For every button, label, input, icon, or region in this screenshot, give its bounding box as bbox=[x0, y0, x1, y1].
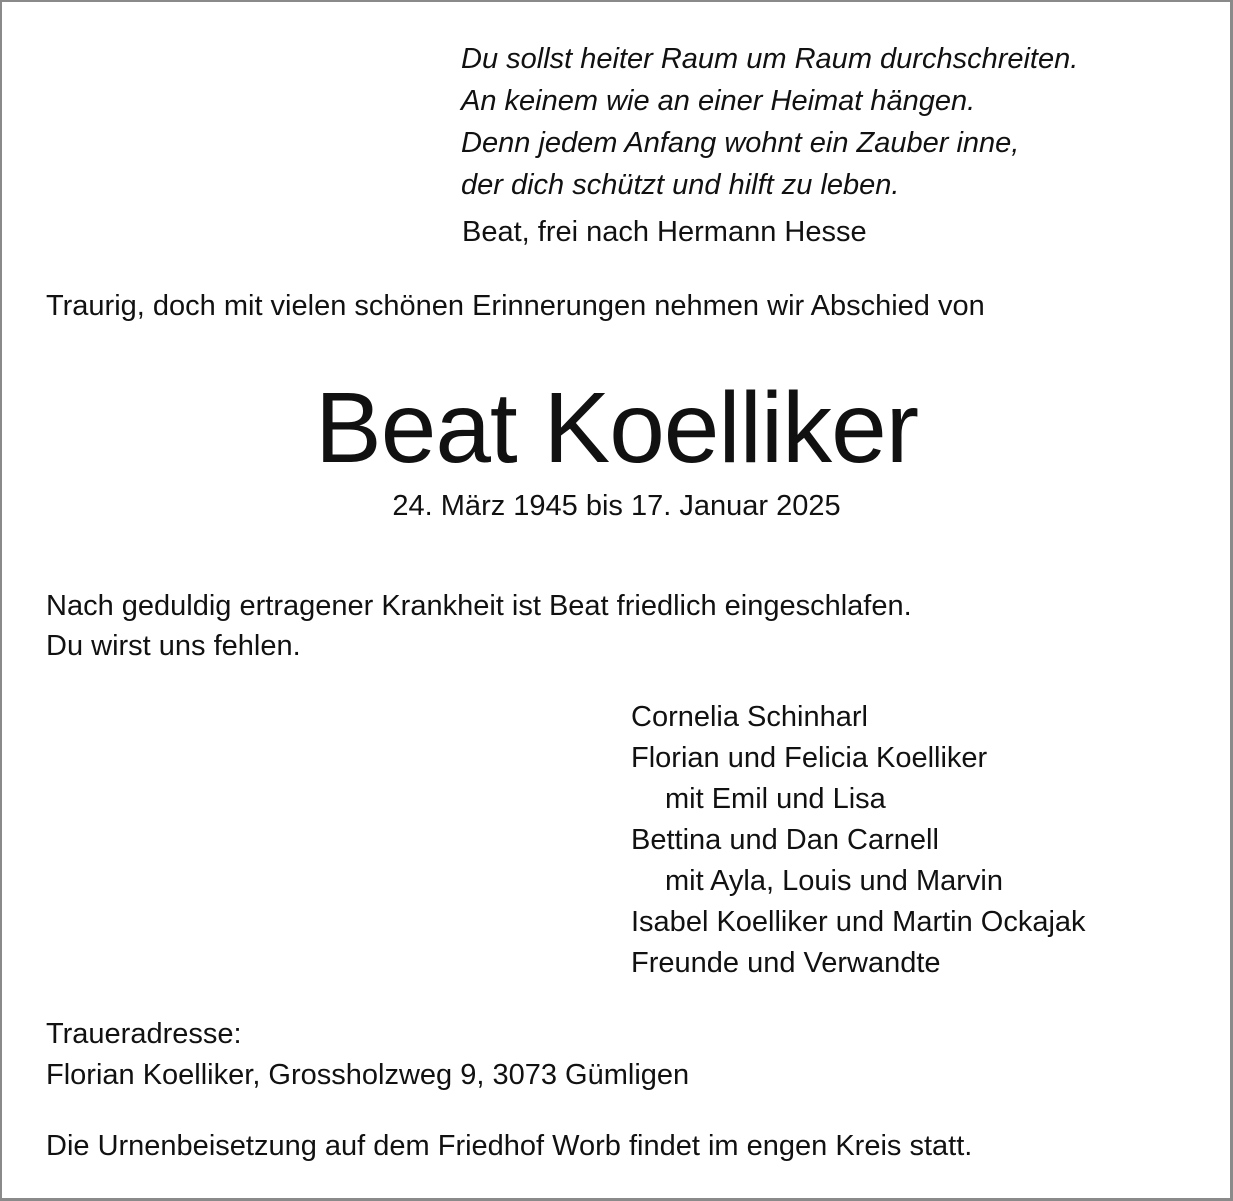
mourning-address bbox=[46, 1014, 689, 1096]
mourner: Freunde und Verwandte bbox=[631, 947, 941, 979]
poem-attribution: Beat, frei nach Hermann Hesse bbox=[462, 216, 867, 248]
mourner: Cornelia Schinharl bbox=[631, 701, 868, 733]
funeral-note: Die Urnenbeisetzung auf dem Friedhof Worb findet im engen Kreis statt. bbox=[46, 1130, 973, 1162]
life-dates: 24. März 1945 bis 17. Januar 2025 bbox=[392, 490, 841, 522]
intro-text: Traurig, doch mit vielen schönen Erinnerungen nehmen wir Abschied von bbox=[46, 290, 985, 322]
message-line: Du wirst uns fehlen. bbox=[46, 630, 301, 662]
address-label: Traueradresse: bbox=[46, 1018, 242, 1050]
poem-line: der dich schützt und hilft zu leben. bbox=[461, 169, 900, 201]
poem-line: Du sollst heiter Raum um Raum durchschreiten. bbox=[461, 43, 1079, 75]
poem-line: Denn jedem Anfang wohnt ein Zauber inne, bbox=[461, 127, 1020, 159]
mourner: Bettina und Dan Carnell bbox=[631, 824, 939, 856]
poem bbox=[461, 38, 1078, 206]
message-line: Nach geduldig ertragener Krankheit ist Beat friedlich eingeschlafen. bbox=[46, 590, 912, 622]
mourner-children: mit Emil und Lisa bbox=[665, 783, 886, 815]
mourner: Florian und Felicia Koelliker bbox=[631, 742, 988, 774]
mourner: Isabel Koelliker und Martin Ockajak bbox=[631, 906, 1086, 938]
message bbox=[46, 586, 912, 666]
poem-line: An keinem wie an einer Heimat hängen. bbox=[461, 85, 976, 117]
mourner-children: mit Ayla, Louis und Marvin bbox=[665, 865, 1003, 897]
deceased-name: Beat Koelliker bbox=[315, 372, 918, 484]
mourners-list bbox=[631, 697, 1086, 984]
address-value: Florian Koelliker, Grossholzweg 9, 3073 Gümligen bbox=[46, 1059, 690, 1091]
